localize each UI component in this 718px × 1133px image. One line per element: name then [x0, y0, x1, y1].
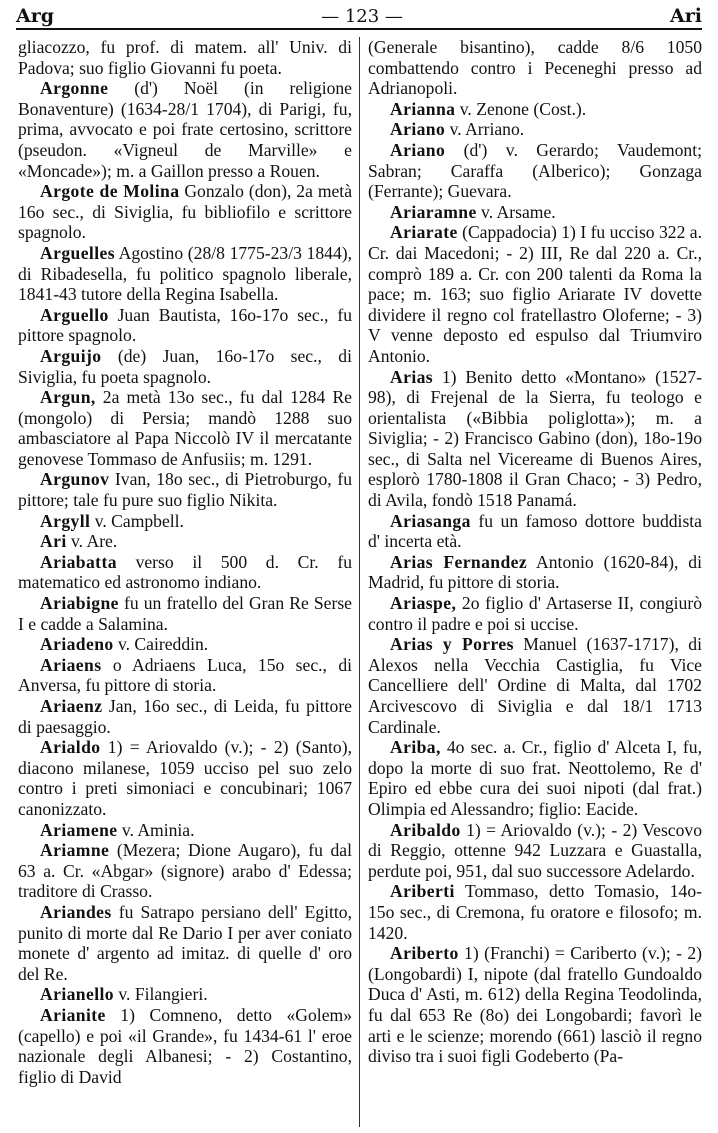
entry-headword: Argunov: [40, 469, 110, 490]
entry-text: v. Caireddin.: [113, 634, 209, 655]
entry-headword: Argun,: [40, 387, 96, 408]
entry-text: (Cappadocia) 1) I fu ucciso 322 a. Cr. dai Macedoni; - 2) III, Re dal 220 a. Cr., comprò 189 a. Cr. con 200 talenti da Roma la pace; m. 163; suo figlio Ariarate IV dovette dividere il regno col fratellastro Oloferne; - 3) V venne deposto ed espulso dal Triumviro Antonio.: [368, 222, 702, 366]
entry-headword: Arianello: [40, 984, 114, 1005]
entry-headword: Ari: [40, 531, 67, 552]
entry-text: v. Are.: [66, 531, 118, 552]
dictionary-entry: [18, 78, 352, 181]
entry-text: fu un fratello del Gran Re Serse I e cadde a Salamina.: [18, 593, 352, 634]
entry-headword: Arianna: [390, 98, 456, 119]
dictionary-entry: [18, 737, 352, 819]
dictionary-entry: [18, 902, 352, 984]
entry-text: Agostino (28/8 1775-23/3 1844), di Ribadesella, fu politico spagnolo liberale, 1841-43 tutore della Regina Isabella.: [18, 242, 352, 305]
entry-headword: Ariberto: [390, 943, 459, 964]
dictionary-entry: [368, 943, 702, 1067]
entry-text: (d') Noël (in religione Bonaventure) (1634-28/1 1704), di Parigi, fu, prima, avvocato e poi frate certosino, scrittore (pseudon. «Vigneul de Marville» e «Moncade»); m. a Gaillon presso a Rouen.: [18, 78, 352, 181]
dictionary-entry: [18, 305, 352, 346]
entry-text: 1) Benito detto «Montano» (1527-98), di Frejenal de la Sierra, fu teologo e orientalista («Bibbia poliglotta»); m. a Siviglia; - 2) Francisco Gabino (don), 18o-19o sec., di Salta nel Vicereame di Buenos Aires, esplorò 1780-1808 il Gran Chaco; - 3) Pedro, di Avila, fondò 1518 Panamá.: [368, 366, 702, 511]
dictionary-entry: [18, 346, 352, 387]
entry-text: gliacozzo, fu prof. di matem. all' Univ. di Padova; suo figlio Giovanni fu poeta.: [18, 37, 352, 78]
entry-text: v. Arriano.: [445, 119, 525, 140]
entry-headword: Arias: [390, 366, 434, 387]
entry-headword: Ariabatta: [40, 551, 117, 572]
dictionary-entry: [368, 119, 702, 140]
entry-text: 2a metà 13o sec., fu dal 1284 Re (mongolo) di Persia; mandò 1288 suo ambasciatore al Papa Niccolò IV il mercatante genovese Tommaso de Anfusiis; m. 1291.: [18, 387, 352, 469]
entry-headword: Ariabigne: [40, 593, 119, 614]
dictionary-entry: [18, 181, 352, 243]
dictionary-entry: [368, 37, 702, 99]
entry-text: v. Zenone (Cost.).: [455, 98, 587, 119]
entry-headword: Ariamne: [40, 840, 110, 861]
entry-text: 1) (Franchi) = Cariberto (v.); - 2) (Longobardi) I, nipote (dal fratello Gundoaldo Duca d' Asti, m. 612) della Regina Teodolinda, fu dal 653 Re (8o) dei Longobardi; favorì le arti e le scienze; morendo (661) lasciò il regno diviso tra i suoi figli Godeberto (Pa-: [368, 943, 702, 1067]
entry-headword: Ariba,: [390, 737, 441, 758]
dictionary-entry: [368, 634, 702, 737]
dictionary-entry: [18, 840, 352, 902]
header-left-guide-word: Arg: [16, 5, 55, 27]
entry-headword: Arias y Porres: [390, 634, 514, 655]
entry-text: verso il 500 d. Cr. fu matematico ed astronomo indiano.: [18, 551, 352, 593]
dictionary-entry: [368, 552, 702, 593]
entry-headword: Ariaens: [40, 654, 102, 675]
entry-text: Antonio (1620-84), di Madrid, fu pittore di storia.: [368, 551, 702, 593]
entry-text: (Generale bisantino), cadde 8/6 1050 combattendo contro i Peceneghi presso ad Adrianopoli.: [368, 37, 702, 99]
entry-text: 4o sec. a. Cr., figlio d' Alceta I, fu, dopo la morte di suo frat. Neottolemo, Re d' Epiro ed ebbe cura dei suoi nipoti (dal frat.) Olimpia ed Alessandro; figlio: Eacide.: [368, 737, 702, 819]
dictionary-entry: [368, 820, 702, 882]
entry-headword: Argonne: [40, 78, 109, 99]
entry-headword: Argote de Molina: [40, 181, 180, 202]
dictionary-entry: [368, 737, 702, 819]
entry-headword: Aribaldo: [390, 819, 461, 840]
dictionary-entry: [368, 140, 702, 202]
entry-text: (Mezera; Dione Augaro), fu dal 63 a. Cr. «Abgar» (signore) arabo d' Edessa; traditore di Crasso.: [18, 840, 352, 902]
entry-headword: Arianite: [40, 1004, 106, 1025]
entry-text: v. Aminia.: [117, 819, 195, 840]
dictionary-entry: [18, 387, 352, 469]
header-right-guide-word: Ari: [670, 5, 702, 27]
dictionary-entry: [18, 593, 352, 634]
entry-headword: Ariadeno: [40, 634, 114, 655]
entry-text: Jan, 16o sec., di Leida, fu pittore di paesaggio.: [18, 696, 352, 737]
dictionary-entry: [18, 37, 352, 78]
entry-headword: Ariano: [390, 139, 446, 160]
entry-headword: Ariaenz: [40, 696, 103, 716]
entry-headword: Ariaramne: [390, 201, 477, 222]
dictionary-entry: [18, 531, 352, 552]
entry-text: 1) Comneno, detto «Golem» (capello) e poi «il Grande», fu 1434-61 l' eroe nazionale degli Albanesi; - 2) Costantino, figlio di David: [18, 1004, 352, 1087]
entry-headword: Arias Fernandez: [390, 551, 528, 572]
dictionary-entry: [368, 511, 702, 552]
entry-text: (de) Juan, 16o-17o sec., di Siviglia, fu poeta spagnolo.: [18, 345, 352, 387]
dictionary-entry: [18, 820, 352, 841]
column-divider: [359, 37, 360, 1127]
dictionary-entry: [18, 634, 352, 655]
entry-text: Gonzalo (don), 2a metà 16o sec., di Siviglia, fu bibliofilo e scrittore spagnolo.: [18, 181, 352, 243]
entry-headword: Arguello: [40, 304, 109, 325]
entry-text: Ivan, 18o sec., di Pietroburgo, fu pittore; tale fu pure suo figlio Nikita.: [18, 469, 352, 511]
dictionary-entry: [18, 655, 352, 696]
entry-headword: Arialdo: [40, 737, 101, 758]
entry-text: v. Arsame.: [476, 201, 556, 222]
entry-headword: Argyll: [40, 510, 91, 531]
entry-headword: Ariano: [390, 119, 446, 140]
dictionary-entry: [18, 984, 352, 1005]
entry-headword: Arguelles: [40, 242, 115, 263]
entry-text: Juan Bautista, 16o-17o sec., fu pittore spagnolo.: [18, 304, 352, 346]
page-number: — 123 —: [321, 5, 403, 27]
entry-text: fu Satrapo persiano dell' Egitto, punito di morte dal Re Dario I per aver coniato monete d' argento ad imitaz. di quelle d' oro del Re.: [18, 901, 352, 984]
entry-text: 1) = Ariovaldo (v.); - 2) Vescovo di Reggio, ottenne 942 Luzzara e Guastalla, perdute poi, 951, dal suo successore Adelardo.: [368, 819, 702, 881]
dictionary-entry: [18, 469, 352, 510]
dictionary-entry: [18, 1005, 352, 1087]
dictionary-entry: [368, 202, 702, 223]
dictionary-entry: [18, 511, 352, 532]
dictionary-entry: [18, 552, 352, 593]
entry-text: Manuel (1637-1717), di Alexos nella Vecchia Castiglia, fu Vice Cancelliere dell' Ordine di Malta, dal 1702 Arcivescovo di Siviglia e dal 18/1 1713 Cardinale.: [368, 634, 702, 737]
left-column: [18, 37, 352, 1127]
entry-text: 1) = Ariovaldo (v.); - 2) (Santo), diacono milanese, 1059 ucciso pel suo zelo contro i preti simoniaci e concubinari; 1067 canonizzato.: [18, 737, 352, 819]
entry-headword: Ariasanga: [390, 510, 471, 531]
dictionary-entry: [368, 593, 702, 634]
entry-text: v. Filangieri.: [113, 984, 208, 1005]
dictionary-entry: [368, 222, 702, 366]
entry-text: Tommaso, detto Tomasio, 14o-15o sec., di Cremona, fu oratore e filosofo; m. 1420.: [368, 881, 702, 943]
entry-headword: Ariamene: [40, 819, 118, 840]
dictionary-entry: [368, 881, 702, 943]
entry-headword: Ariaspe,: [390, 593, 457, 614]
entry-headword: Ariberti: [390, 881, 455, 902]
dictionary-entry: [368, 367, 702, 511]
entry-text: fu un famoso dottore buddista d' incerta età.: [368, 510, 702, 552]
entry-text: (d') v. Gerardo; Vaudemont; Sabran; Caraffa (Alberico); Gonzaga (Ferrante); Guevara.: [368, 139, 702, 202]
entry-headword: Arguijo: [40, 345, 102, 366]
dictionary-entry: [18, 243, 352, 305]
right-column: [368, 37, 702, 1127]
page-header: [16, 4, 702, 30]
dictionary-entry: [18, 696, 352, 737]
entry-headword: Ariarate: [390, 222, 458, 243]
entry-headword: Ariandes: [40, 901, 112, 922]
entry-text: 2o figlio d' Artaserse II, congiurò contro il padre e poi si uccise.: [368, 593, 702, 634]
dictionary-entry: [368, 99, 702, 120]
entry-text: v. Campbell.: [90, 510, 184, 531]
entry-text: o Adriaens Luca, 15o sec., di Anversa, fu pittore di storia.: [18, 654, 352, 696]
